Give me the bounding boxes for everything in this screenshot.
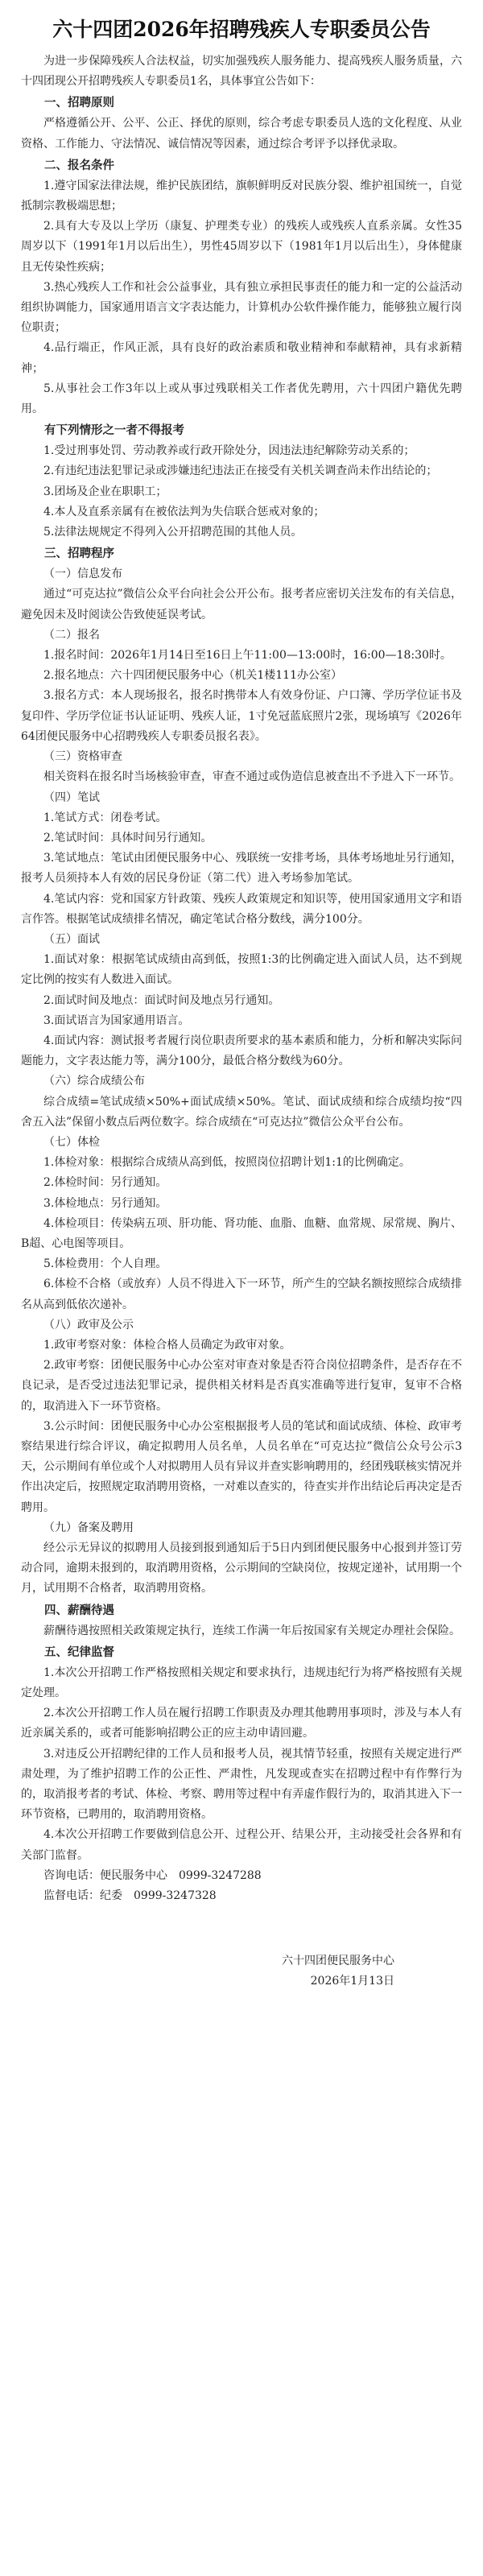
consult-phone: 咨询电话：便民服务中心 0999-3247288 [43,1868,262,1882]
step-heading-registration: （二）报名 [43,628,100,642]
principles-paragraph: 严格遵循公开、公平、公正、择优的原则，综合考虑专职委员人选的文化程度、从业资格、工作能力、守法情况、诚信情况等因素，通过综合考评予以择优录取。 [21,117,462,151]
interview-item: 3.面试语言为国家通用语言。 [43,1013,190,1027]
step-heading-interview: （五）面试 [43,932,100,946]
written-exam-item: 1.笔试方式：闭卷考试。 [43,811,167,824]
step-heading-political-review: （八）政审及公示 [43,1318,134,1331]
registration-item: 1.报名时间：2026年1月14日至16日上午11:00—13:00时，16:00—18:30时。 [43,649,452,663]
discipline-item: 1.本次公开招聘工作严格按照相关规定和要求执行，违规违纪行为将严格按照有关规定处理。 [21,1666,462,1700]
step-heading-medical-exam: （七）体检 [43,1135,100,1149]
step-heading-hiring: （九）备案及聘用 [43,1521,134,1534]
disqualification-item: 1.受过刑事处罚、劳动教养或行政开除处分，因违法违纪解除劳动关系的； [43,444,415,458]
section-heading-salary: 四、薪酬待遇 [44,1603,114,1617]
interview-item: 1.面试对象：根据笔试成绩由高到低，按照1:3的比例确定进入面试人员，达不到规定比例的按实有人数进入面试。 [21,953,462,987]
disqualification-item: 4.本人及直系亲属有在被依法判为失信联合惩戒对象的； [43,505,325,518]
condition-item: 1.遵守国家法律法规，维护民族团结，旗帜鲜明反对民族分裂、维护祖国统一，自觉抵制宗教极端思想； [21,179,462,213]
medical-exam-item: 6.体检不合格（或放弃）人员不得进入下一环节，所产生的空缺名额按照综合成绩排名从高到低依次递补。 [21,1278,462,1311]
hiring-paragraph: 经公示无异议的拟聘用人员接到报到通知后于5日内到团便民服务中心报到并签订劳动合同，逾期未报到的，取消聘用资格，公示期间的空缺岗位，按规定递补，试用期一个月，试用期不合格者，取消聘用资格。 [21,1542,462,1596]
signature-spacer [21,1906,462,1951]
interview-item: 2.面试时间及地点：面试时间及地点另行通知。 [43,993,280,1007]
registration-item: 3.报名方式：本人现场报名，报名时携带本人有效身份证、户口簿、学历学位证书及复印件、学历学位证书认证证明、残疾人证，1寸免冠蓝底照片2张，现场填写《2026年64团便民服务中心招聘残疾人专职委员报名表》。 [21,689,462,743]
registration-item: 2.报名地点：六十四团便民服务中心（机关1楼111办公室） [43,669,342,683]
condition-item: 5.从事社会工作3年以上或从事过残联相关工作者优先聘用，六十四团户籍优先聘用。 [21,382,462,416]
written-exam-item: 3.笔试地点：笔试由团便民服务中心、残联统一安排考场，具体考场地址另行通知，报考人员须持本人有效的居民身份证（第二代）进入考场参加笔试。 [21,852,462,886]
political-review-item: 3.公示时间：团便民服务中心办公室根据报考人员的笔试和面试成绩、体检、政审考察结果进行综合评议，确定拟聘用人员名单，人员名单在“可克达拉”微信公众号公示3天，公示期间有单位或个人对拟聘用人员有异议并查实影响聘用的，经团残联核实情况并作出决定后，按照规定取消聘用资格，一对难以查实的，待查实并作出结论后再决定是否聘用。 [21,1419,462,1514]
step-heading-written-exam: （四）笔试 [43,791,100,804]
political-review-item: 1.政审考察对象：体检合格人员确定为政审对象。 [43,1338,291,1352]
signature-date: 2026年1月13日 [310,1975,394,1988]
discipline-item: 3.对违反公开招聘纪律的工作人员和报考人员，视其情节轻重，按照有关规定进行严肃处理，为了维护招聘工作的公正性、严肃性，凡发现或查实在招聘过程中有作弊行为的，取消报考者的考试、体检、考察、聘用等过程中有弄虚作假行为的，取消其进入下一环节资格，已聘用的，取消聘用资格。 [21,1747,462,1822]
disqualification-item: 3.团场及企业在职职工； [43,485,167,498]
condition-item: 3.热心残疾人工作和社会公益事业，具有独立承担民事责任的能力和一定的公益活动组织协调能力，国家通用语言文字表达能力，计算机办公软件操作能力，能够独立履行岗位职责； [21,280,462,335]
discipline-item: 4.本次公开招聘工作要做到信息公开、过程公开、结果公开，主动接受社会各界和有关部门监督。 [21,1828,462,1862]
section-heading-discipline: 五、纪律监督 [44,1645,114,1659]
disqualification-item: 2.有违纪违法犯罪记录或涉嫌违纪违法正在接受有关机关调查尚未作出结论的； [43,464,438,478]
political-review-item: 2.政审考察：团便民服务中心办公室对审查对象是否符合岗位招聘条件，是否存在不良记录，是否受过违法犯罪记录，提供相关材料是否真实准确等进行复审，复审不合格的，取消进入下一环节资格。 [21,1359,462,1413]
medical-exam-item: 4.体检项目：传染病五项、肝功能、肾功能、血脂、血糖、血常规、尿常规、胸片、B超、心电图等项目。 [21,1216,462,1250]
discipline-item: 2.本次公开招聘工作人员在履行招聘工作职责及办理其他聘用事项时，涉及与本人有近亲属关系的，或者可能影响招聘公正的应主动申请回避。 [21,1707,462,1740]
scores-paragraph: 综合成绩=笔试成绩×50%+面试成绩×50%。笔试、面试成绩和综合成绩均按“四舍五入法”保留小数点后两位数字。综合成绩在“可克达拉”微信公众平台公布。 [21,1095,462,1129]
step-heading-review: （三）资格审查 [43,750,122,764]
section-heading-principles: 一、招聘原则 [44,96,114,110]
condition-item: 2.具有大专及以上学历（康复、护理类专业）的残疾人或残疾人直系亲属。女性35周岁以下（1991年1月以后出生），男性45周岁以下（1981年1月以后出生），身体健康且无传染性疾病； [21,220,462,274]
written-exam-item: 4.笔试内容：党和国家方针政策、残疾人政策规定和知识等，使用国家通用文字和语言作答。根据笔试成绩排名情况，确定笔试合格分数线，满分100分。 [21,892,462,926]
supervision-phone: 监督电话：纪委 0999-3247328 [43,1889,217,1903]
medical-exam-item: 3.体检地点：另行通知。 [43,1196,167,1210]
medical-exam-item: 5.体检费用：个人自理。 [43,1257,167,1271]
medical-exam-item: 2.体检时间：另行通知。 [43,1176,167,1190]
salary-paragraph: 薪酬待遇按照相关政策规定执行，连续工作满一年后按国家有关规定办理社会保险。 [43,1624,460,1637]
review-paragraph: 相关资料在报名时当场核验审查，审查不通过或伪造信息被查出不予进入下一环节。 [43,770,460,784]
disqualification-item: 5.法律法规规定不得列入公开招聘范围的其他人员。 [43,526,303,539]
interview-item: 4.面试内容：测试报考者履行岗位职责所要求的基本素质和能力，分析和解决实际问题能力，文字表达能力等，满分100分，最低合格分数线为60分。 [21,1034,462,1068]
subheading-disqualifications: 有下列情形之一者不得报考 [44,423,184,438]
publish-paragraph: 通过“可克达拉”微信公众平台向社会公开公布。报考者应密切关注发布的有关信息，避免因未及时阅读公告致使延误考试。 [21,588,462,621]
section-heading-conditions: 二、报名条件 [44,158,114,172]
medical-exam-item: 1.体检对象：根据综合成绩从高到低，按照岗位招聘计划1:1的比例确定。 [43,1156,411,1170]
section-heading-procedure: 三、招聘程序 [44,547,114,561]
announcement-document [21,14,462,1992]
step-heading-scores: （六）综合成绩公布 [43,1075,145,1088]
intro-paragraph: 为进一步保障残疾人合法权益，切实加强残疾人服务能力、提高残疾人服务质量，六十四团现公开招聘残疾人专职委员1名，具体事宜公告如下： [21,55,462,89]
signature-organization: 六十四团便民服务中心 [282,1955,394,1968]
document-title: 六十四团2026年招聘残疾人专职委员公告 [52,18,431,41]
condition-item: 4.品行端正，作风正派，具有良好的政治素质和敬业精神和奉献精神，具有求新精神； [21,341,462,375]
written-exam-item: 2.笔试时间：具体时间另行通知。 [43,831,213,844]
step-heading-publish: （一）信息发布 [43,568,122,581]
